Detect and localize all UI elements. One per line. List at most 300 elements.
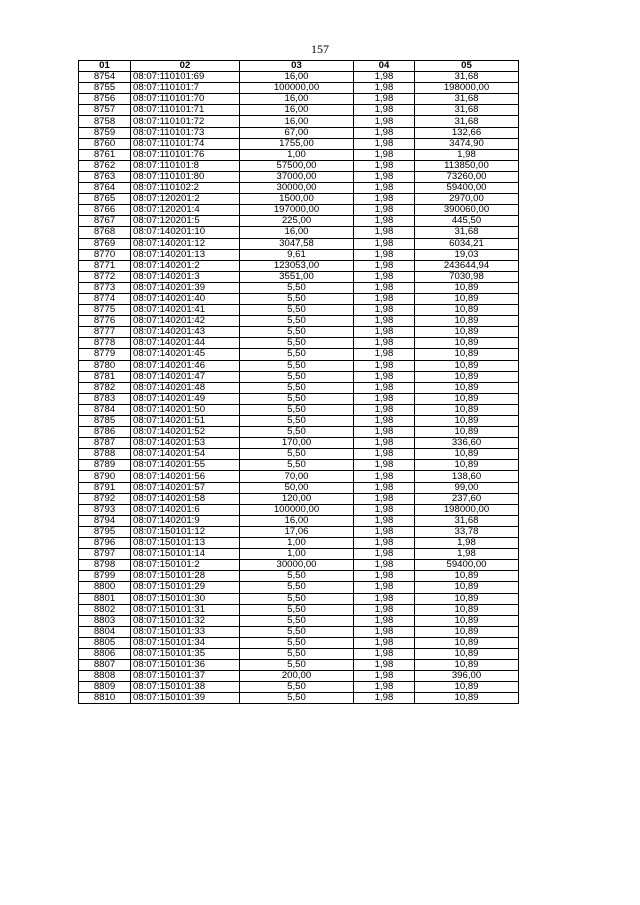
cadastral-number-cell: 08:07:140201:45 [131,349,240,360]
cadastral-number-cell: 08:07:120201:5 [131,216,240,227]
table-row [79,482,519,493]
table-row [79,648,519,659]
value-cell: 138,60 [415,471,519,482]
area-cell: 16,00 [240,94,354,105]
rate-cell: 1,98 [354,360,415,371]
row-number-cell: 8793 [79,504,131,515]
value-cell: 10,89 [415,604,519,615]
rate-cell: 1,98 [354,571,415,582]
value-cell: 31,68 [415,116,519,127]
column-header-01: 01 [79,61,131,72]
rate-cell: 1,98 [354,393,415,404]
row-number-cell: 8777 [79,327,131,338]
cadastral-number-cell: 08:07:140201:42 [131,316,240,327]
cadastral-number-cell: 08:07:110101:8 [131,160,240,171]
row-number-cell: 8760 [79,138,131,149]
area-cell: 5,50 [240,371,354,382]
rate-cell: 1,98 [354,83,415,94]
table-row [79,382,519,393]
column-header-04: 04 [354,61,415,72]
row-number-cell: 8763 [79,171,131,182]
row-number-cell: 8801 [79,593,131,604]
cadastral-number-cell: 08:07:140201:52 [131,427,240,438]
cadastral-number-cell: 08:07:140201:10 [131,227,240,238]
area-cell: 16,00 [240,227,354,238]
row-number-cell: 8807 [79,660,131,671]
table-row [79,116,519,127]
rate-cell: 1,98 [354,338,415,349]
row-number-cell: 8773 [79,282,131,293]
rate-cell: 1,98 [354,582,415,593]
cadastral-number-cell: 08:07:150101:31 [131,604,240,615]
row-number-cell: 8781 [79,371,131,382]
cadastral-number-cell: 08:07:150101:32 [131,615,240,626]
table-row [79,637,519,648]
area-cell: 123053,00 [240,260,354,271]
rate-cell: 1,98 [354,626,415,637]
cadastral-number-cell: 08:07:140201:57 [131,482,240,493]
area-cell: 67,00 [240,127,354,138]
rate-cell: 1,98 [354,460,415,471]
cadastral-number-cell: 08:07:140201:41 [131,305,240,316]
table-row [79,183,519,194]
cadastral-number-cell: 08:07:150101:39 [131,693,240,704]
area-cell: 3047,58 [240,238,354,249]
rate-cell: 1,98 [354,404,415,415]
value-cell: 1,98 [415,149,519,160]
cadastral-number-cell: 08:07:140201:44 [131,338,240,349]
rate-cell: 1,98 [354,305,415,316]
cadastral-number-cell: 08:07:140201:39 [131,282,240,293]
rate-cell: 1,98 [354,349,415,360]
cadastral-number-cell: 08:07:150101:28 [131,571,240,582]
table-row [79,560,519,571]
area-cell: 37000,00 [240,171,354,182]
value-cell: 396,00 [415,671,519,682]
row-number-cell: 8759 [79,127,131,138]
cadastral-number-cell: 08:07:140201:56 [131,471,240,482]
row-number-cell: 8802 [79,604,131,615]
rate-cell: 1,98 [354,648,415,659]
table-row [79,449,519,460]
area-cell: 197000,00 [240,205,354,216]
area-cell: 5,50 [240,338,354,349]
table-row [79,83,519,94]
area-cell: 5,50 [240,660,354,671]
cadastral-number-cell: 08:07:110101:74 [131,138,240,149]
value-cell: 10,89 [415,327,519,338]
rate-cell: 1,98 [354,615,415,626]
row-number-cell: 8769 [79,238,131,249]
row-number-cell: 8790 [79,471,131,482]
rate-cell: 1,98 [354,94,415,105]
area-cell: 5,50 [240,604,354,615]
row-number-cell: 8782 [79,382,131,393]
rate-cell: 1,98 [354,138,415,149]
value-cell: 390060,00 [415,205,519,216]
value-cell: 10,89 [415,371,519,382]
area-cell: 9,61 [240,249,354,260]
row-number-cell: 8772 [79,271,131,282]
row-number-cell: 8768 [79,227,131,238]
value-cell: 10,89 [415,460,519,471]
table-row [79,693,519,704]
row-number-cell: 8771 [79,260,131,271]
cadastral-number-cell: 08:07:140201:13 [131,249,240,260]
row-number-cell: 8785 [79,416,131,427]
row-number-cell: 8808 [79,671,131,682]
cadastral-number-cell: 08:07:150101:2 [131,560,240,571]
rate-cell: 1,98 [354,316,415,327]
table-row [79,660,519,671]
value-cell: 10,89 [415,416,519,427]
area-cell: 30000,00 [240,183,354,194]
area-cell: 5,50 [240,648,354,659]
cadastral-number-cell: 08:07:140201:6 [131,504,240,515]
table-row [79,404,519,415]
cadastral-number-cell: 08:07:120201:2 [131,194,240,205]
table-row [79,538,519,549]
rate-cell: 1,98 [354,671,415,682]
value-cell: 33,78 [415,526,519,537]
rate-cell: 1,98 [354,238,415,249]
table-body [79,72,519,704]
data-table [78,60,519,704]
table-row [79,249,519,260]
area-cell: 5,50 [240,682,354,693]
cadastral-number-cell: 08:07:150101:13 [131,538,240,549]
row-number-cell: 8770 [79,249,131,260]
table-row [79,227,519,238]
rate-cell: 1,98 [354,504,415,515]
row-number-cell: 8788 [79,449,131,460]
value-cell: 6034,21 [415,238,519,249]
area-cell: 30000,00 [240,560,354,571]
area-cell: 5,50 [240,393,354,404]
rate-cell: 1,98 [354,205,415,216]
area-cell: 50,00 [240,482,354,493]
value-cell: 1,98 [415,538,519,549]
row-number-cell: 8766 [79,205,131,216]
rate-cell: 1,98 [354,382,415,393]
table-row [79,149,519,160]
table-row [79,105,519,116]
cadastral-number-cell: 08:07:120201:4 [131,205,240,216]
area-cell: 5,50 [240,571,354,582]
area-cell: 5,50 [240,382,354,393]
value-cell: 10,89 [415,693,519,704]
rate-cell: 1,98 [354,471,415,482]
area-cell: 100000,00 [240,83,354,94]
value-cell: 10,89 [415,660,519,671]
row-number-cell: 8787 [79,438,131,449]
table-row [79,138,519,149]
cadastral-number-cell: 08:07:110101:80 [131,171,240,182]
value-cell: 10,89 [415,393,519,404]
area-cell: 1500,00 [240,194,354,205]
value-cell: 59400,00 [415,183,519,194]
cadastral-number-cell: 08:07:150101:33 [131,626,240,637]
rate-cell: 1,98 [354,515,415,526]
value-cell: 198000,00 [415,504,519,515]
cadastral-number-cell: 08:07:110101:73 [131,127,240,138]
row-number-cell: 8805 [79,637,131,648]
table-row [79,493,519,504]
cadastral-number-cell: 08:07:110101:7 [131,83,240,94]
rate-cell: 1,98 [354,549,415,560]
value-cell: 10,89 [415,637,519,648]
value-cell: 10,89 [415,404,519,415]
cadastral-number-cell: 08:07:140201:12 [131,238,240,249]
row-number-cell: 8798 [79,560,131,571]
table-row [79,393,519,404]
rate-cell: 1,98 [354,127,415,138]
area-cell: 5,50 [240,582,354,593]
rate-cell: 1,98 [354,227,415,238]
cadastral-number-cell: 08:07:140201:55 [131,460,240,471]
rate-cell: 1,98 [354,482,415,493]
rate-cell: 1,98 [354,327,415,338]
cadastral-number-cell: 08:07:140201:53 [131,438,240,449]
value-cell: 10,89 [415,338,519,349]
row-number-cell: 8803 [79,615,131,626]
cadastral-number-cell: 08:07:140201:51 [131,416,240,427]
table-row [79,615,519,626]
table-row [79,160,519,171]
row-number-cell: 8792 [79,493,131,504]
value-cell: 7030,98 [415,271,519,282]
row-number-cell: 8761 [79,149,131,160]
row-number-cell: 8756 [79,94,131,105]
area-cell: 100000,00 [240,504,354,515]
row-number-cell: 8767 [79,216,131,227]
area-cell: 1,00 [240,549,354,560]
cadastral-number-cell: 08:07:140201:46 [131,360,240,371]
cadastral-number-cell: 08:07:150101:30 [131,593,240,604]
area-cell: 57500,00 [240,160,354,171]
rate-cell: 1,98 [354,438,415,449]
cadastral-number-cell: 08:07:150101:36 [131,660,240,671]
row-number-cell: 8765 [79,194,131,205]
area-cell: 5,50 [240,293,354,304]
value-cell: 3474,90 [415,138,519,149]
area-cell: 70,00 [240,471,354,482]
area-cell: 1,00 [240,538,354,549]
value-cell: 59400,00 [415,560,519,571]
value-cell: 10,89 [415,360,519,371]
table-row [79,582,519,593]
row-number-cell: 8779 [79,349,131,360]
row-number-cell: 8755 [79,83,131,94]
value-cell: 113850,00 [415,160,519,171]
cadastral-number-cell: 08:07:140201:58 [131,493,240,504]
table-row [79,471,519,482]
rate-cell: 1,98 [354,183,415,194]
page-number: 157 [311,42,329,56]
rate-cell: 1,98 [354,493,415,504]
value-cell: 445,50 [415,216,519,227]
table-row [79,371,519,382]
cadastral-number-cell: 08:07:150101:14 [131,549,240,560]
row-number-cell: 8796 [79,538,131,549]
table-row [79,72,519,83]
table-row [79,504,519,515]
cadastral-number-cell: 08:07:140201:47 [131,371,240,382]
table-row [79,338,519,349]
value-cell: 73260,00 [415,171,519,182]
value-cell: 19,03 [415,249,519,260]
rate-cell: 1,98 [354,282,415,293]
cadastral-number-cell: 08:07:150101:12 [131,526,240,537]
cadastral-number-cell: 08:07:140201:2 [131,260,240,271]
rate-cell: 1,98 [354,160,415,171]
row-number-cell: 8786 [79,427,131,438]
table-row [79,260,519,271]
value-cell: 10,89 [415,615,519,626]
rate-cell: 1,98 [354,194,415,205]
rate-cell: 1,98 [354,249,415,260]
rate-cell: 1,98 [354,416,415,427]
table-row [79,671,519,682]
table-row [79,349,519,360]
cadastral-number-cell: 08:07:140201:9 [131,515,240,526]
value-cell: 31,68 [415,105,519,116]
rate-cell: 1,98 [354,105,415,116]
cadastral-number-cell: 08:07:140201:3 [131,271,240,282]
row-number-cell: 8784 [79,404,131,415]
value-cell: 31,68 [415,227,519,238]
rate-cell: 1,98 [354,682,415,693]
table-row [79,282,519,293]
rate-cell: 1,98 [354,693,415,704]
row-number-cell: 8754 [79,72,131,83]
rate-cell: 1,98 [354,260,415,271]
row-number-cell: 8776 [79,316,131,327]
value-cell: 31,68 [415,94,519,105]
area-cell: 17,06 [240,526,354,537]
rate-cell: 1,98 [354,149,415,160]
table-row [79,549,519,560]
cadastral-number-cell: 08:07:140201:40 [131,293,240,304]
cadastral-number-cell: 08:07:150101:29 [131,582,240,593]
table-row [79,626,519,637]
table-row [79,205,519,216]
rate-cell: 1,98 [354,593,415,604]
area-cell: 5,50 [240,593,354,604]
value-cell: 10,89 [415,648,519,659]
rate-cell: 1,98 [354,371,415,382]
area-cell: 1755,00 [240,138,354,149]
value-cell: 10,89 [415,682,519,693]
table-row [79,316,519,327]
area-cell: 5,50 [240,427,354,438]
row-number-cell: 8778 [79,338,131,349]
row-number-cell: 8809 [79,682,131,693]
row-number-cell: 8757 [79,105,131,116]
rate-cell: 1,98 [354,293,415,304]
value-cell: 10,89 [415,305,519,316]
cadastral-number-cell: 08:07:140201:48 [131,382,240,393]
table-row [79,416,519,427]
table-row [79,682,519,693]
area-cell: 5,50 [240,360,354,371]
area-cell: 16,00 [240,105,354,116]
area-cell: 5,50 [240,626,354,637]
value-cell: 10,89 [415,449,519,460]
table-row [79,127,519,138]
cadastral-number-cell: 08:07:110101:72 [131,116,240,127]
cadastral-number-cell: 08:07:110102:2 [131,183,240,194]
value-cell: 10,89 [415,582,519,593]
row-number-cell: 8804 [79,626,131,637]
column-header-03: 03 [240,61,354,72]
table-row [79,171,519,182]
value-cell: 10,89 [415,293,519,304]
row-number-cell: 8783 [79,393,131,404]
cadastral-number-cell: 08:07:110101:69 [131,72,240,83]
area-cell: 3551,00 [240,271,354,282]
value-cell: 10,89 [415,626,519,637]
table-row [79,94,519,105]
area-cell: 5,50 [240,305,354,316]
value-cell: 2970,00 [415,194,519,205]
table-row [79,593,519,604]
rate-cell: 1,98 [354,660,415,671]
area-cell: 1,00 [240,149,354,160]
row-number-cell: 8810 [79,693,131,704]
table-row [79,604,519,615]
cadastral-number-cell: 08:07:150101:37 [131,671,240,682]
cadastral-number-cell: 08:07:150101:34 [131,637,240,648]
value-cell: 1,98 [415,549,519,560]
row-number-cell: 8795 [79,526,131,537]
table-row [79,427,519,438]
value-cell: 132,66 [415,127,519,138]
value-cell: 10,89 [415,593,519,604]
area-cell: 5,50 [240,449,354,460]
row-number-cell: 8800 [79,582,131,593]
cadastral-number-cell: 08:07:140201:50 [131,404,240,415]
rate-cell: 1,98 [354,637,415,648]
value-cell: 31,68 [415,515,519,526]
area-cell: 5,50 [240,615,354,626]
value-cell: 10,89 [415,349,519,360]
value-cell: 10,89 [415,282,519,293]
rate-cell: 1,98 [354,449,415,460]
table-row [79,526,519,537]
row-number-cell: 8794 [79,515,131,526]
value-cell: 198000,00 [415,83,519,94]
area-cell: 5,50 [240,416,354,427]
rate-cell: 1,98 [354,604,415,615]
value-cell: 237,60 [415,493,519,504]
table-row [79,438,519,449]
cadastral-number-cell: 08:07:150101:38 [131,682,240,693]
value-cell: 336,60 [415,438,519,449]
rate-cell: 1,98 [354,427,415,438]
cadastral-number-cell: 08:07:110101:70 [131,94,240,105]
area-cell: 5,50 [240,316,354,327]
rate-cell: 1,98 [354,216,415,227]
table-row [79,571,519,582]
table-row [79,360,519,371]
row-number-cell: 8764 [79,183,131,194]
value-cell: 10,89 [415,427,519,438]
cadastral-number-cell: 08:07:110101:71 [131,105,240,116]
row-number-cell: 8758 [79,116,131,127]
table-row [79,327,519,338]
column-header-02: 02 [131,61,240,72]
